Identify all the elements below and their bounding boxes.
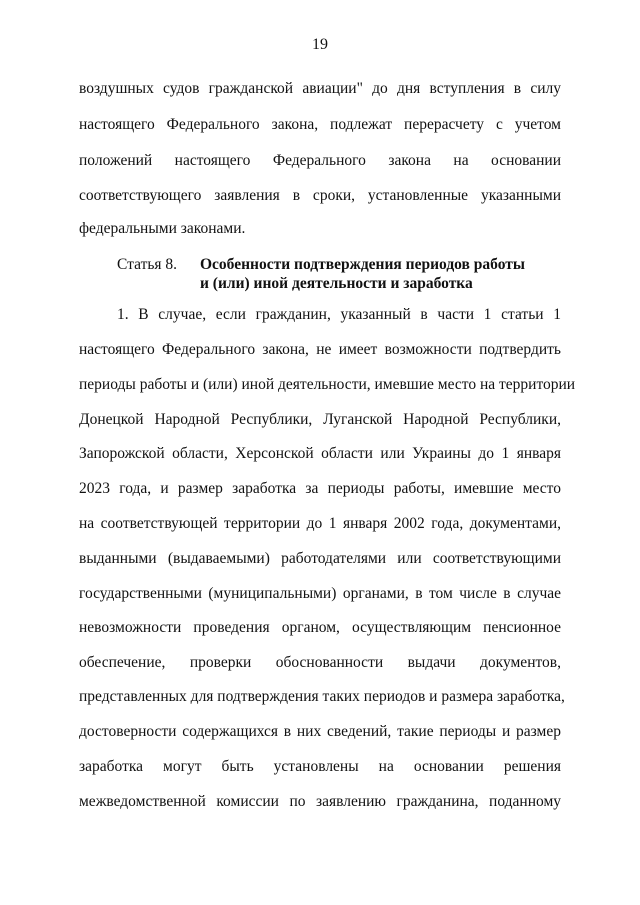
- article-title: [200, 255, 525, 293]
- text-line: государственными (муниципальными) органами, в том числе в случае: [79, 585, 561, 602]
- text-line: настоящего Федерального закона, не имеет возможности подтвердить: [79, 341, 561, 358]
- text-line: периоды работы и (или) иной деятельности, имевшие место на территории: [79, 376, 576, 393]
- text-line: 1. В случае, если гражданин, указанный в части 1 статьи 1: [117, 306, 561, 323]
- text-line: федеральными законами.: [79, 220, 246, 237]
- text-line: выданными (выдаваемыми) работодателями или соответствующими: [79, 550, 561, 567]
- text-line: достоверности содержащихся в них сведений, такие периоды и размер: [79, 723, 561, 740]
- text-line: заработка могут быть установлены на основании решения: [79, 758, 561, 775]
- text-line: настоящего Федерального закона, подлежат перерасчету с учетом: [79, 116, 561, 133]
- article-title-line: Особенности подтверждения периодов работы: [200, 256, 525, 273]
- article-title-line: и (или) иной деятельности и заработка: [200, 275, 473, 292]
- text-line: на соответствующей территории до 1 января 2002 года, документами,: [79, 515, 561, 532]
- text-line: воздушных судов гражданской авиации" до дня вступления в силу: [79, 80, 561, 97]
- text-line: представленных для подтверждения таких периодов и размера заработка,: [79, 688, 565, 705]
- text-line: обеспечение, проверки обоснованности выдачи документов,: [79, 654, 561, 671]
- page-number: 19: [312, 36, 328, 53]
- text-line: Донецкой Народной Республики, Луганской Народной Республики,: [79, 411, 561, 428]
- text-line: невозможности проведения органом, осуществляющим пенсионное: [79, 619, 561, 636]
- article-label: Статья 8.: [117, 256, 178, 273]
- text-line: соответствующего заявления в сроки, установленные указанными: [79, 187, 561, 204]
- text-line: 2023 года, и размер заработка за периоды работы, имевшие место: [79, 480, 561, 497]
- text-line: положений настоящего Федерального закона на основании: [79, 152, 561, 169]
- text-line: Запорожской области, Херсонской области или Украины до 1 января: [79, 445, 561, 462]
- text-line: межведомственной комиссии по заявлению гражданина, поданному: [79, 793, 561, 810]
